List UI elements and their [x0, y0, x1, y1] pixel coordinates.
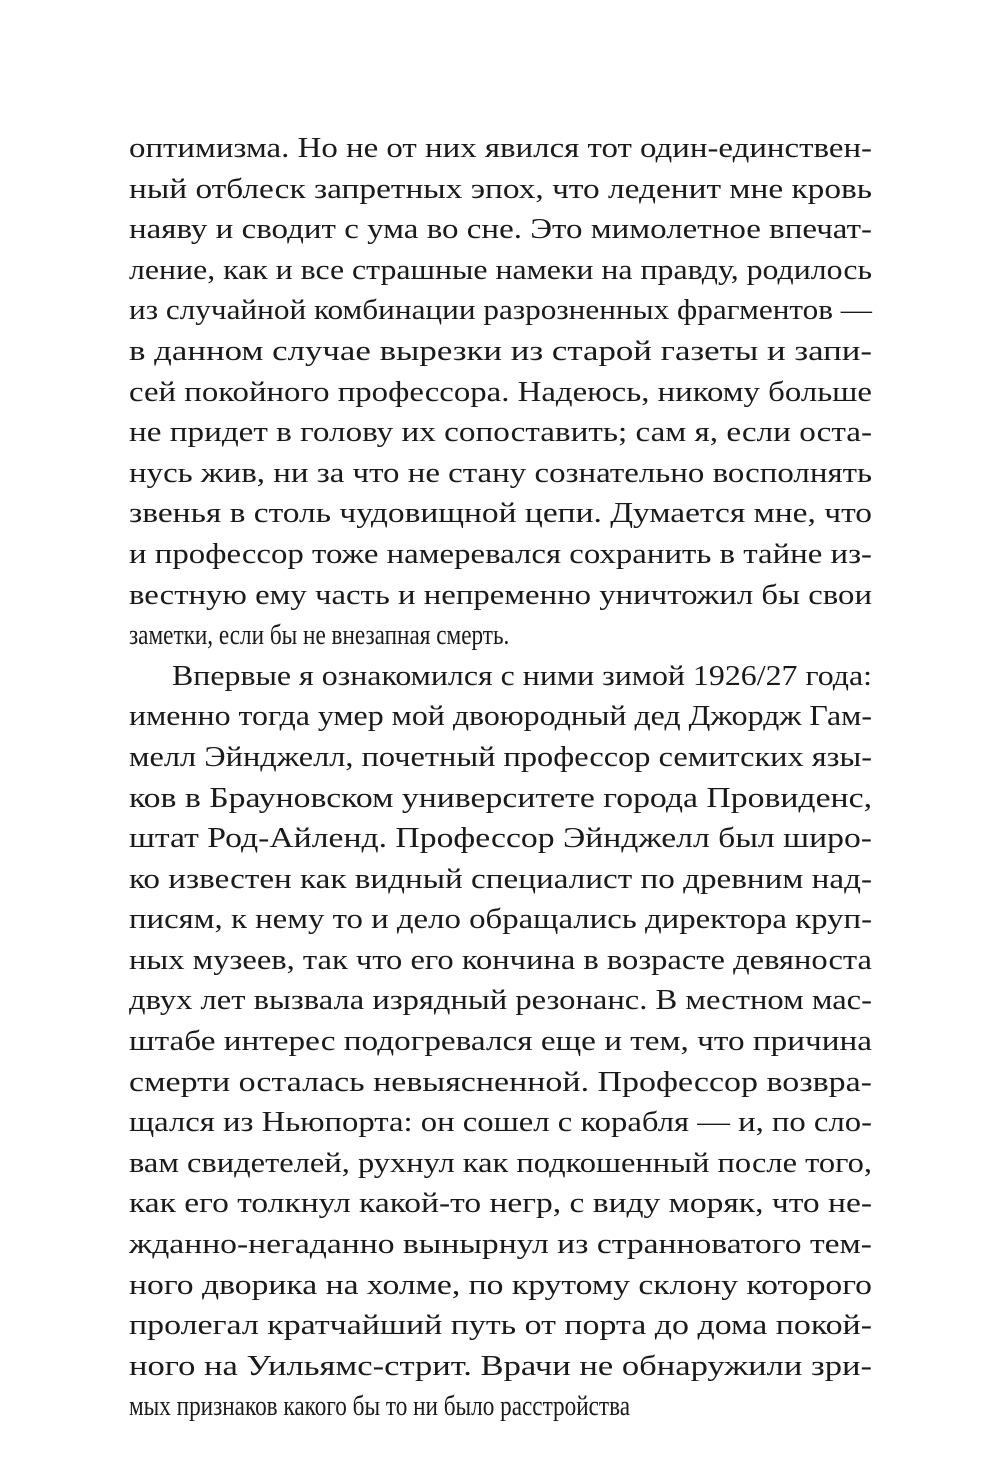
- text-line: [129, 575, 872, 616]
- text-line: [129, 169, 872, 210]
- text-line: [129, 696, 872, 737]
- text-line: [129, 1386, 872, 1427]
- text-line-content: пролегал кратчайший путь от порта до дома покой-: [129, 1309, 872, 1342]
- text-line-content: ного дворика на холме, по крутому склону которого: [129, 1268, 872, 1301]
- text-line: [129, 980, 872, 1021]
- text-line-content: смерти осталась невыясненной. Профессор возвра-: [129, 1065, 872, 1098]
- text-line: [129, 1224, 872, 1265]
- text-line-content: заметки, если бы не внезапная смерть.: [129, 619, 510, 652]
- text-line-content: сей покойного профессора. Надеюсь, никому больше: [129, 375, 872, 408]
- text-line: [129, 656, 872, 697]
- text-line: [129, 1021, 872, 1062]
- text-line-content: и профессор тоже намеревался сохранить в тайне из-: [129, 537, 872, 570]
- text-line: [129, 1102, 872, 1143]
- text-line: [129, 1305, 872, 1346]
- text-line: [129, 331, 872, 372]
- body-text: [129, 128, 872, 1427]
- text-line: [129, 128, 872, 169]
- text-line: [129, 493, 872, 534]
- text-line-content: вам свидетелей, рухнул как подкошенный после того,: [129, 1146, 872, 1179]
- text-line-content: вестную ему часть и непременно уничтожил бы свои: [129, 578, 873, 611]
- text-line: [129, 615, 872, 656]
- text-line: [129, 778, 872, 819]
- text-line: [129, 1346, 872, 1387]
- text-line-content: оптимизма. Но не от них явился тот один-единствен-: [129, 132, 872, 164]
- text-line-content: жданно-негаданно вынырнул из странноватого тем-: [129, 1228, 872, 1261]
- text-line-content: из случайной комбинации разрозненных фрагментов —: [129, 294, 872, 327]
- text-line: [129, 1265, 872, 1306]
- text-line-content: как его толкнул какой-то негр, с виду моряк, что не-: [129, 1187, 873, 1220]
- text-line-content: штат Род-Айленд. Профессор Эйнджелл был широ-: [129, 822, 873, 855]
- text-line-content: звенья в столь чудовищной цепи. Думается мне, что: [129, 497, 872, 530]
- text-line-content: именно тогда умер мой двоюродный дед Джордж Гам-: [129, 700, 873, 733]
- text-line-content: штабе интерес подогревался еще и тем, что причина: [129, 1025, 872, 1058]
- text-line-content: Впервые я ознакомился с ними зимой 1926/27 года:: [172, 659, 873, 692]
- paragraph: [129, 656, 872, 1427]
- text-line-content: ление, как и все страшные намеки на правду, родилось: [129, 253, 872, 286]
- text-line-content: ных музеев, так что его кончина в возрасте девяноста: [129, 943, 872, 976]
- text-line-content: ко известен как видный специалист по древним над-: [129, 862, 872, 895]
- text-line: [129, 412, 872, 453]
- text-line: [129, 250, 872, 291]
- text-line-content: не придет в голову их сопоставить; сам я, если оста-: [129, 416, 872, 449]
- text-line: [129, 1183, 872, 1224]
- paragraph: [129, 128, 872, 656]
- text-line: [129, 453, 872, 494]
- text-line-content: в данном случае вырезки из старой газеты и запи-: [129, 334, 872, 367]
- text-line-content: ный отблеск запретных эпох, что леденит мне кровь: [129, 172, 872, 205]
- text-line: [129, 534, 872, 575]
- text-line-content: мых признаков какого бы то ни было расстройства: [129, 1390, 631, 1423]
- text-line: [129, 737, 872, 778]
- text-line-content: ков в Брауновском университете города Провиденс,: [129, 781, 872, 814]
- text-line: [129, 1062, 872, 1103]
- text-line-content: двух лет вызвала изрядный резонанс. В местном мас-: [129, 984, 872, 1017]
- text-line: [129, 372, 872, 413]
- text-line: [129, 290, 872, 331]
- text-line: [129, 209, 872, 250]
- text-line-content: щался из Ньюпорта: он сошел с корабля — и, по сло-: [129, 1106, 872, 1139]
- text-line: [129, 818, 872, 859]
- text-line: [129, 940, 872, 981]
- text-line: [129, 1143, 872, 1184]
- text-line-content: нусь жив, ни за что не стану сознательно восполнять: [129, 456, 873, 489]
- text-line-content: наяву и сводит с ума во сне. Это мимолетное впечат-: [129, 213, 872, 246]
- text-line: [129, 859, 872, 900]
- text-line-content: мелл Эйнджелл, почетный профессор семитских язы-: [129, 740, 872, 773]
- text-line-content: писям, к нему то и дело обращались директора круп-: [129, 903, 872, 936]
- text-line: [129, 899, 872, 940]
- text-line-content: ного на Уильямс-стрит. Врачи не обнаружили зри-: [129, 1349, 872, 1382]
